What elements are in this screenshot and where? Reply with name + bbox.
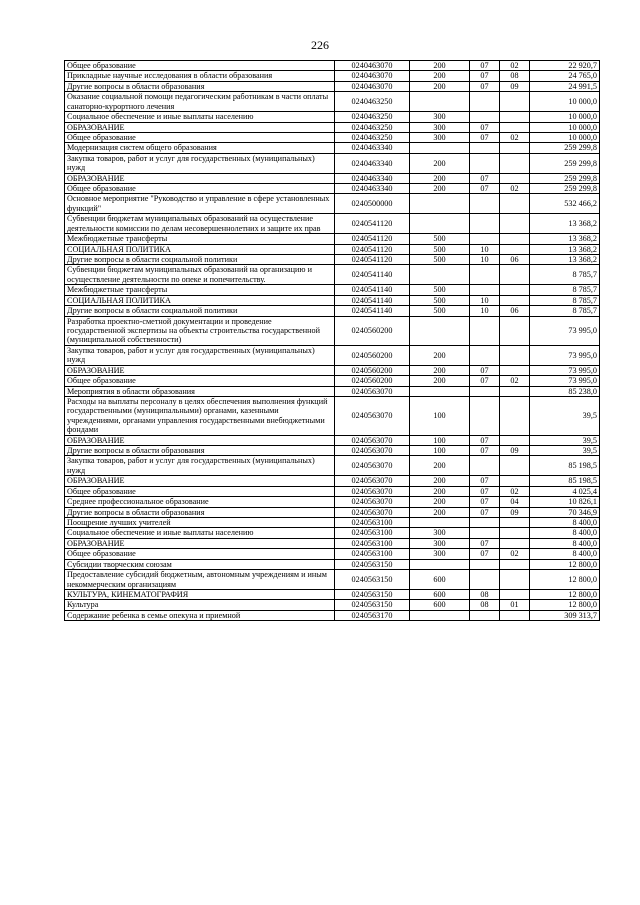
amount-cell: 532 466,2 — [530, 194, 600, 214]
amount-cell: 259 299,8 — [530, 173, 600, 183]
amount-cell: 8 400,0 — [530, 528, 600, 538]
section-code-cell — [470, 265, 500, 285]
row-name-cell: ОБРАЗОВАНИЕ — [65, 365, 335, 375]
amount-cell: 10 826,1 — [530, 497, 600, 507]
target-article-code-cell: 0240563070 — [335, 476, 410, 486]
table-row — [65, 122, 600, 132]
table-row — [65, 456, 600, 476]
page-number: 226 — [311, 38, 329, 52]
section-code-cell — [470, 456, 500, 476]
row-name-cell: Другие вопросы в области социальной политики — [65, 255, 335, 265]
amount-cell: 12 800,0 — [530, 600, 600, 610]
table-row — [65, 538, 600, 548]
amount-cell: 12 800,0 — [530, 570, 600, 590]
table-row — [65, 528, 600, 538]
target-article-code-cell: 0240541120 — [335, 234, 410, 244]
expense-type-cell — [410, 517, 470, 527]
row-name-cell: ОБРАЗОВАНИЕ — [65, 538, 335, 548]
subsection-code-cell — [500, 345, 530, 365]
expense-type-cell: 200 — [410, 71, 470, 81]
subsection-code-cell — [500, 173, 530, 183]
table-row — [65, 559, 600, 569]
amount-cell: 259 299,8 — [530, 153, 600, 173]
table-row — [65, 306, 600, 316]
table-row — [65, 600, 600, 610]
subsection-code-cell — [500, 589, 530, 599]
section-code-cell — [470, 143, 500, 153]
section-code-cell: 07 — [470, 173, 500, 183]
row-name-cell: СОЦИАЛЬНАЯ ПОЛИТИКА — [65, 295, 335, 305]
row-name-cell: Закупка товаров, работ и услуг для государственных (муниципальных) нужд — [65, 456, 335, 476]
section-code-cell — [470, 316, 500, 345]
section-code-cell: 07 — [470, 497, 500, 507]
expense-type-cell: 600 — [410, 570, 470, 590]
expense-type-cell: 200 — [410, 365, 470, 375]
subsection-code-cell — [500, 92, 530, 112]
subsection-code-cell — [500, 538, 530, 548]
target-article-code-cell: 0240563070 — [335, 446, 410, 456]
subsection-code-cell — [500, 143, 530, 153]
row-name-cell: Основное мероприятие "Руководство и управление в сфере установленных функций" — [65, 194, 335, 214]
target-article-code-cell: 0240463070 — [335, 81, 410, 91]
expense-type-cell: 200 — [410, 153, 470, 173]
subsection-code-cell — [500, 517, 530, 527]
subsection-code-cell: 02 — [500, 132, 530, 142]
expense-type-cell — [410, 194, 470, 214]
target-article-code-cell: 0240563100 — [335, 528, 410, 538]
table-row — [65, 486, 600, 496]
row-name-cell: Межбюджетные трансферты — [65, 234, 335, 244]
target-article-code-cell: 0240541120 — [335, 255, 410, 265]
expense-type-cell — [410, 265, 470, 285]
amount-cell: 8 400,0 — [530, 538, 600, 548]
section-code-cell — [470, 396, 500, 435]
expense-type-cell — [410, 214, 470, 234]
table-row — [65, 285, 600, 295]
section-code-cell — [470, 234, 500, 244]
subsection-code-cell — [500, 112, 530, 122]
amount-cell: 85 198,5 — [530, 476, 600, 486]
row-name-cell: ОБРАЗОВАНИЕ — [65, 435, 335, 445]
row-name-cell: Другие вопросы в области образования — [65, 446, 335, 456]
amount-cell: 24 991,5 — [530, 81, 600, 91]
amount-cell: 39,5 — [530, 446, 600, 456]
subsection-code-cell: 09 — [500, 446, 530, 456]
section-code-cell: 07 — [470, 184, 500, 194]
table-row — [65, 143, 600, 153]
row-name-cell: Модернизация систем общего образования — [65, 143, 335, 153]
amount-cell: 10 000,0 — [530, 132, 600, 142]
subsection-code-cell: 09 — [500, 507, 530, 517]
subsection-code-cell — [500, 285, 530, 295]
target-article-code-cell: 0240463340 — [335, 173, 410, 183]
table-row — [65, 265, 600, 285]
table-row — [65, 386, 600, 396]
table-row — [65, 153, 600, 173]
table-row — [65, 497, 600, 507]
section-code-cell — [470, 610, 500, 620]
table-row — [65, 112, 600, 122]
expense-type-cell — [410, 143, 470, 153]
row-name-cell: Социальное обеспечение и иные выплаты населению — [65, 528, 335, 538]
section-code-cell: 07 — [470, 365, 500, 375]
section-code-cell: 07 — [470, 507, 500, 517]
budget-table — [64, 60, 600, 621]
target-article-code-cell: 0240563070 — [335, 396, 410, 435]
subsection-code-cell: 01 — [500, 600, 530, 610]
target-article-code-cell: 0240563070 — [335, 497, 410, 507]
amount-cell: 22 920,7 — [530, 61, 600, 71]
row-name-cell: Общее образование — [65, 132, 335, 142]
section-code-cell: 10 — [470, 295, 500, 305]
amount-cell: 73 995,0 — [530, 345, 600, 365]
section-code-cell: 07 — [470, 61, 500, 71]
amount-cell: 39,5 — [530, 396, 600, 435]
subsection-code-cell — [500, 194, 530, 214]
table-row — [65, 244, 600, 254]
subsection-code-cell: 02 — [500, 549, 530, 559]
amount-cell: 4 025,4 — [530, 486, 600, 496]
subsection-code-cell — [500, 435, 530, 445]
subsection-code-cell — [500, 214, 530, 234]
subsection-code-cell: 06 — [500, 306, 530, 316]
amount-cell: 309 313,7 — [530, 610, 600, 620]
amount-cell: 13 368,2 — [530, 214, 600, 234]
target-article-code-cell: 0240463340 — [335, 184, 410, 194]
expense-type-cell: 200 — [410, 184, 470, 194]
subsection-code-cell — [500, 234, 530, 244]
amount-cell: 73 995,0 — [530, 316, 600, 345]
table-row — [65, 184, 600, 194]
subsection-code-cell — [500, 396, 530, 435]
section-code-cell: 08 — [470, 589, 500, 599]
target-article-code-cell: 0240563070 — [335, 456, 410, 476]
table-row — [65, 234, 600, 244]
section-code-cell: 07 — [470, 132, 500, 142]
expense-type-cell: 200 — [410, 456, 470, 476]
amount-cell: 12 800,0 — [530, 559, 600, 569]
target-article-code-cell: 0240563150 — [335, 600, 410, 610]
row-name-cell: Поощрение лучших учителей — [65, 517, 335, 527]
target-article-code-cell: 0240563100 — [335, 549, 410, 559]
table-row — [65, 71, 600, 81]
target-article-code-cell: 0240563070 — [335, 435, 410, 445]
subsection-code-cell: 04 — [500, 497, 530, 507]
table-row — [65, 61, 600, 71]
row-name-cell: Субвенции бюджетам муниципальных образований на осуществление деятельности комиссии по делам несовершеннолетних и защите их прав — [65, 214, 335, 234]
row-name-cell: СОЦИАЛЬНАЯ ПОЛИТИКА — [65, 244, 335, 254]
table-row — [65, 345, 600, 365]
subsection-code-cell — [500, 122, 530, 132]
target-article-code-cell: 0240500000 — [335, 194, 410, 214]
amount-cell: 85 198,5 — [530, 456, 600, 476]
row-name-cell: Расходы на выплаты персоналу в целях обеспечения выполнения функций государственными (муниципальными) органами, казенными учреждениями, органами управления государственными внебюджетными фондами — [65, 396, 335, 435]
subsection-code-cell: 09 — [500, 81, 530, 91]
target-article-code-cell: 0240560200 — [335, 345, 410, 365]
subsection-code-cell: 02 — [500, 376, 530, 386]
target-article-code-cell: 0240563150 — [335, 589, 410, 599]
target-article-code-cell: 0240463340 — [335, 153, 410, 173]
subsection-code-cell: 02 — [500, 184, 530, 194]
row-name-cell: Другие вопросы в области образования — [65, 507, 335, 517]
subsection-code-cell — [500, 295, 530, 305]
target-article-code-cell: 0240541140 — [335, 295, 410, 305]
expense-type-cell: 100 — [410, 396, 470, 435]
expense-type-cell: 200 — [410, 345, 470, 365]
expense-type-cell — [410, 92, 470, 112]
subsection-code-cell — [500, 456, 530, 476]
row-name-cell: Закупка товаров, работ и услуг для государственных (муниципальных) нужд — [65, 153, 335, 173]
amount-cell: 10 000,0 — [530, 122, 600, 132]
expense-type-cell: 200 — [410, 507, 470, 517]
target-article-code-cell: 0240541120 — [335, 214, 410, 234]
row-name-cell: Социальное обеспечение и иные выплаты населению — [65, 112, 335, 122]
amount-cell: 24 765,0 — [530, 71, 600, 81]
subsection-code-cell — [500, 244, 530, 254]
table-row — [65, 376, 600, 386]
subsection-code-cell — [500, 559, 530, 569]
section-code-cell: 10 — [470, 306, 500, 316]
row-name-cell: Субвенции бюджетам муниципальных образований на организацию и осуществление деятельности по опеке и попечительству. — [65, 265, 335, 285]
section-code-cell: 10 — [470, 255, 500, 265]
table-row — [65, 214, 600, 234]
expense-type-cell: 600 — [410, 600, 470, 610]
table-row — [65, 194, 600, 214]
target-article-code-cell: 0240541140 — [335, 306, 410, 316]
table-row — [65, 316, 600, 345]
amount-cell: 73 995,0 — [530, 376, 600, 386]
table-row — [65, 589, 600, 599]
row-name-cell: Общее образование — [65, 184, 335, 194]
row-name-cell: Другие вопросы в области социальной политики — [65, 306, 335, 316]
expense-type-cell: 200 — [410, 376, 470, 386]
section-code-cell: 07 — [470, 435, 500, 445]
target-article-code-cell: 0240563150 — [335, 559, 410, 569]
row-name-cell: Прикладные научные исследования в области образования — [65, 71, 335, 81]
target-article-code-cell: 0240563170 — [335, 610, 410, 620]
subsection-code-cell — [500, 386, 530, 396]
section-code-cell: 07 — [470, 549, 500, 559]
amount-cell: 70 346,9 — [530, 507, 600, 517]
target-article-code-cell: 0240560200 — [335, 316, 410, 345]
amount-cell: 259 299,8 — [530, 184, 600, 194]
table-row — [65, 517, 600, 527]
row-name-cell: Другие вопросы в области образования — [65, 81, 335, 91]
expense-type-cell: 300 — [410, 122, 470, 132]
row-name-cell: Предоставление субсидий бюджетным, автономным учреждениям и иным некоммерческим организациям — [65, 570, 335, 590]
subsection-code-cell: 08 — [500, 71, 530, 81]
budget-table-body — [65, 61, 600, 621]
section-code-cell: 07 — [470, 476, 500, 486]
target-article-code-cell: 0240463250 — [335, 122, 410, 132]
section-code-cell: 08 — [470, 600, 500, 610]
expense-type-cell: 300 — [410, 538, 470, 548]
table-row — [65, 396, 600, 435]
expense-type-cell — [410, 316, 470, 345]
table-row — [65, 173, 600, 183]
amount-cell: 8 400,0 — [530, 549, 600, 559]
expense-type-cell: 200 — [410, 476, 470, 486]
section-code-cell: 07 — [470, 376, 500, 386]
amount-cell: 8 785,7 — [530, 295, 600, 305]
section-code-cell — [470, 517, 500, 527]
target-article-code-cell: 0240463250 — [335, 112, 410, 122]
table-row — [65, 476, 600, 486]
subsection-code-cell — [500, 528, 530, 538]
expense-type-cell — [410, 610, 470, 620]
section-code-cell: 07 — [470, 446, 500, 456]
section-code-cell — [470, 92, 500, 112]
target-article-code-cell: 0240563100 — [335, 517, 410, 527]
section-code-cell — [470, 559, 500, 569]
amount-cell: 85 238,0 — [530, 386, 600, 396]
subsection-code-cell — [500, 570, 530, 590]
expense-type-cell: 200 — [410, 173, 470, 183]
target-article-code-cell: 0240541140 — [335, 285, 410, 295]
target-article-code-cell: 0240563100 — [335, 538, 410, 548]
row-name-cell: ОБРАЗОВАНИЕ — [65, 476, 335, 486]
section-code-cell: 07 — [470, 71, 500, 81]
target-article-code-cell: 0240463070 — [335, 71, 410, 81]
section-code-cell: 07 — [470, 486, 500, 496]
amount-cell: 13 368,2 — [530, 234, 600, 244]
expense-type-cell: 300 — [410, 112, 470, 122]
section-code-cell — [470, 528, 500, 538]
amount-cell: 12 800,0 — [530, 589, 600, 599]
amount-cell: 13 368,2 — [530, 255, 600, 265]
target-article-code-cell: 0240563150 — [335, 570, 410, 590]
target-article-code-cell: 0240563070 — [335, 507, 410, 517]
table-row — [65, 92, 600, 112]
section-code-cell — [470, 386, 500, 396]
amount-cell: 10 000,0 — [530, 92, 600, 112]
target-article-code-cell: 0240463070 — [335, 61, 410, 71]
expense-type-cell: 500 — [410, 234, 470, 244]
subsection-code-cell — [500, 476, 530, 486]
row-name-cell: Общее образование — [65, 486, 335, 496]
target-article-code-cell: 0240463250 — [335, 92, 410, 112]
table-row — [65, 570, 600, 590]
expense-type-cell: 500 — [410, 295, 470, 305]
row-name-cell: Содержание ребенка в семье опекуна и приемной — [65, 610, 335, 620]
target-article-code-cell: 0240541140 — [335, 265, 410, 285]
amount-cell: 8 785,7 — [530, 285, 600, 295]
expense-type-cell: 600 — [410, 589, 470, 599]
row-name-cell: Среднее профессиональное образование — [65, 497, 335, 507]
row-name-cell: Культура — [65, 600, 335, 610]
target-article-code-cell: 0240563070 — [335, 386, 410, 396]
subsection-code-cell — [500, 610, 530, 620]
section-code-cell — [470, 285, 500, 295]
expense-type-cell: 500 — [410, 244, 470, 254]
expense-type-cell: 100 — [410, 446, 470, 456]
table-row — [65, 365, 600, 375]
expense-type-cell: 300 — [410, 132, 470, 142]
row-name-cell: Общее образование — [65, 376, 335, 386]
row-name-cell: Мероприятия в области образования — [65, 386, 335, 396]
amount-cell: 39,5 — [530, 435, 600, 445]
table-row — [65, 610, 600, 620]
target-article-code-cell: 0240560200 — [335, 376, 410, 386]
expense-type-cell: 200 — [410, 497, 470, 507]
subsection-code-cell: 02 — [500, 486, 530, 496]
row-name-cell: Общее образование — [65, 549, 335, 559]
subsection-code-cell: 06 — [500, 255, 530, 265]
table-row — [65, 549, 600, 559]
section-code-cell — [470, 153, 500, 173]
amount-cell: 8 785,7 — [530, 306, 600, 316]
expense-type-cell: 500 — [410, 285, 470, 295]
section-code-cell: 07 — [470, 122, 500, 132]
expense-type-cell: 200 — [410, 61, 470, 71]
row-name-cell: Субсидии творческим союзам — [65, 559, 335, 569]
row-name-cell: Межбюджетные трансферты — [65, 285, 335, 295]
expense-type-cell: 200 — [410, 81, 470, 91]
table-row — [65, 446, 600, 456]
amount-cell: 8 785,7 — [530, 265, 600, 285]
expense-type-cell — [410, 559, 470, 569]
expense-type-cell: 100 — [410, 435, 470, 445]
table-row — [65, 435, 600, 445]
amount-cell: 73 995,0 — [530, 365, 600, 375]
section-code-cell — [470, 570, 500, 590]
section-code-cell — [470, 345, 500, 365]
table-row — [65, 132, 600, 142]
target-article-code-cell: 0240560200 — [335, 365, 410, 375]
row-name-cell: Закупка товаров, работ и услуг для государственных (муниципальных) нужд — [65, 345, 335, 365]
expense-type-cell: 500 — [410, 255, 470, 265]
subsection-code-cell — [500, 265, 530, 285]
table-row — [65, 255, 600, 265]
expense-type-cell: 500 — [410, 306, 470, 316]
row-name-cell: Общее образование — [65, 61, 335, 71]
table-row — [65, 507, 600, 517]
section-code-cell — [470, 194, 500, 214]
section-code-cell: 07 — [470, 538, 500, 548]
amount-cell: 13 368,2 — [530, 244, 600, 254]
expense-type-cell: 300 — [410, 528, 470, 538]
target-article-code-cell: 0240563070 — [335, 486, 410, 496]
subsection-code-cell — [500, 316, 530, 345]
target-article-code-cell: 0240541120 — [335, 244, 410, 254]
row-name-cell: Разработка проектно-сметной документации и проведение государственной экспертизы на объекты строительства государственной (муниципальной собственности) — [65, 316, 335, 345]
amount-cell: 259 299,8 — [530, 143, 600, 153]
expense-type-cell: 300 — [410, 549, 470, 559]
row-name-cell: ОБРАЗОВАНИЕ — [65, 173, 335, 183]
target-article-code-cell: 0240463250 — [335, 132, 410, 142]
target-article-code-cell: 0240463340 — [335, 143, 410, 153]
row-name-cell: КУЛЬТУРА, КИНЕМАТОГРАФИЯ — [65, 589, 335, 599]
row-name-cell: ОБРАЗОВАНИЕ — [65, 122, 335, 132]
table-row — [65, 295, 600, 305]
section-code-cell: 07 — [470, 81, 500, 91]
expense-type-cell — [410, 386, 470, 396]
section-code-cell — [470, 112, 500, 122]
section-code-cell: 10 — [470, 244, 500, 254]
row-name-cell: Оказание социальной помощи педагогическим работникам в части оплаты санаторно-курортного лечения — [65, 92, 335, 112]
subsection-code-cell — [500, 153, 530, 173]
amount-cell: 8 400,0 — [530, 517, 600, 527]
expense-type-cell: 200 — [410, 486, 470, 496]
subsection-code-cell: 02 — [500, 61, 530, 71]
section-code-cell — [470, 214, 500, 234]
subsection-code-cell — [500, 365, 530, 375]
table-row — [65, 81, 600, 91]
amount-cell: 10 000,0 — [530, 112, 600, 122]
